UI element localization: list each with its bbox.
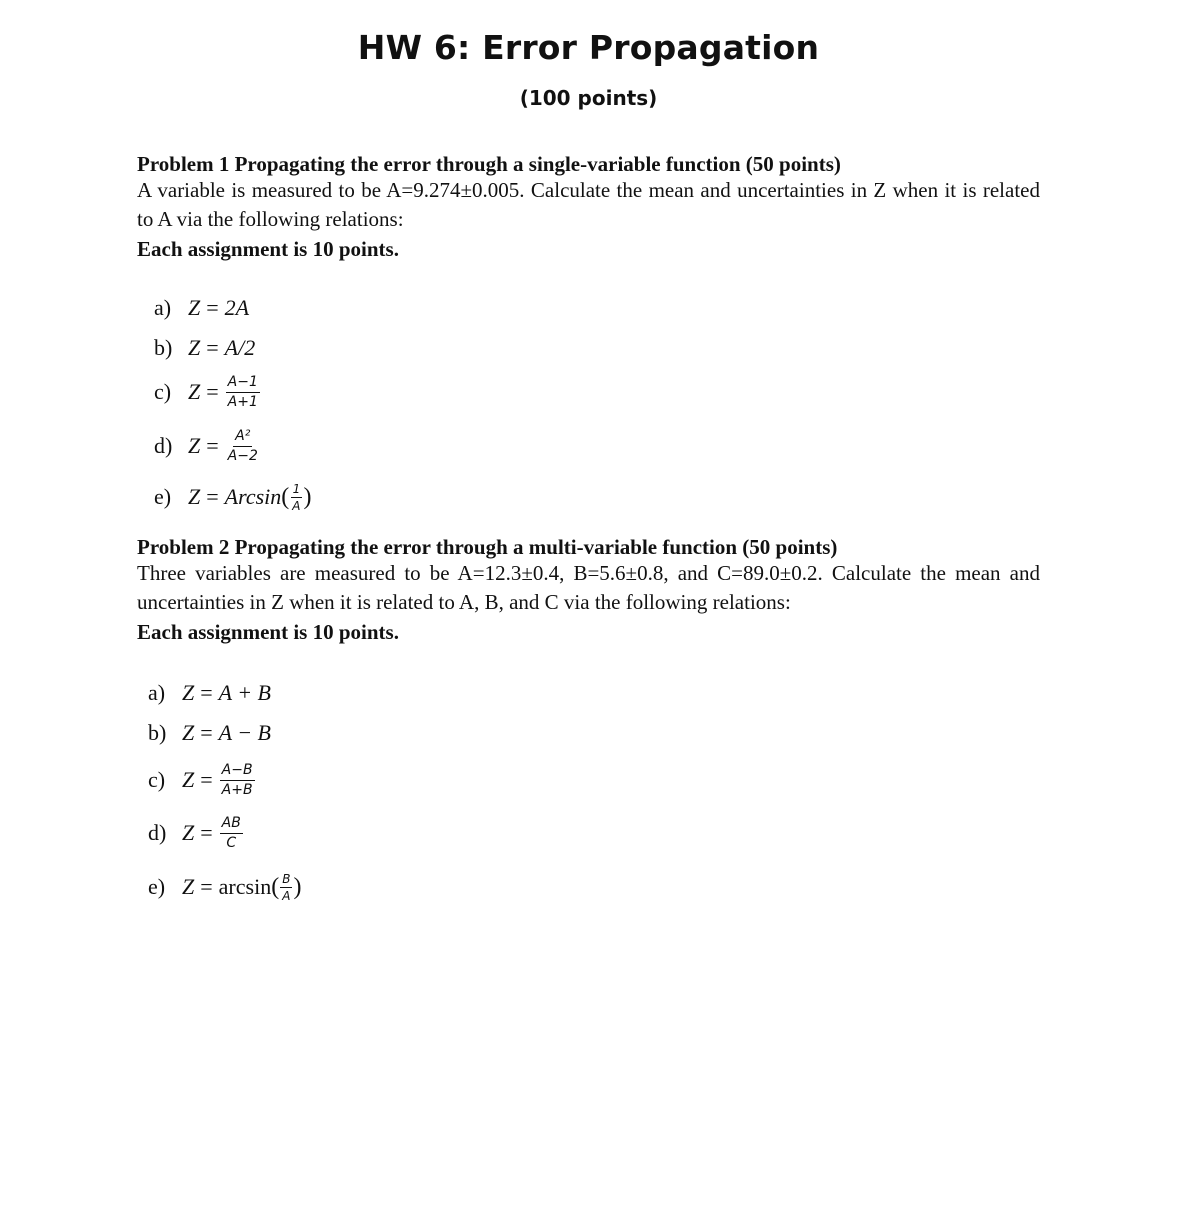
- equation-lhs: Z: [188, 379, 201, 404]
- equation-label: e): [148, 874, 166, 899]
- equation-label: e): [154, 484, 172, 509]
- p1-equation-b: [154, 328, 255, 368]
- page-subtitle: (100 points): [519, 86, 658, 110]
- equation-label: d): [154, 433, 173, 458]
- problem-2-body: Three variables are measured to be A=12.3±0.4, B=5.6±0.8, and C=89.0±0.2. Calculate the mean and uncertainties in Z when it is related to A, B, and C via the following relations:: [137, 561, 1040, 614]
- equation-label: a): [154, 295, 172, 320]
- equation-lhs: Z: [188, 335, 201, 360]
- p2-equation-c: [148, 760, 256, 800]
- fraction-denominator: A+B: [221, 781, 253, 798]
- problem-2-heading: Problem 2 Propagating the error through a multi-variable function (50 points): [137, 535, 838, 559]
- function-name: Arcsin: [224, 484, 282, 509]
- problem-1-note: Each assignment is 10 points.: [137, 237, 399, 261]
- p2-equation-b: [148, 713, 271, 753]
- equation-rhs: A + B: [218, 680, 271, 705]
- equals-sign: =: [206, 433, 219, 458]
- equals-sign: =: [200, 680, 213, 705]
- p1-equation-c: [154, 372, 261, 412]
- problem-2: [137, 535, 1040, 647]
- equation-lhs: Z: [182, 820, 195, 845]
- fraction: [220, 763, 255, 798]
- fraction-numerator: 1: [292, 481, 301, 496]
- p2-equation-a: [148, 673, 271, 713]
- equation-label: c): [148, 767, 166, 792]
- problem-1-heading: Problem 1 Propagating the error through a single-variable function (50 points): [137, 152, 841, 176]
- equation-lhs: Z: [182, 720, 195, 745]
- p1-equation-a: [154, 288, 249, 328]
- equation-lhs: Z: [182, 874, 195, 899]
- fraction-denominator: A: [292, 498, 301, 513]
- fraction-numerator: A−B: [220, 763, 255, 781]
- equation-label: b): [154, 335, 173, 360]
- function-name: arcsin: [218, 874, 272, 899]
- problem-2-note: Each assignment is 10 points.: [137, 620, 399, 644]
- p2-equation-e: [148, 867, 301, 907]
- equals-sign: =: [206, 295, 219, 320]
- equals-sign: =: [200, 820, 213, 845]
- fraction-denominator: A−2: [227, 447, 258, 464]
- equation-lhs: Z: [182, 767, 195, 792]
- open-paren: (: [281, 483, 290, 510]
- equation-label: a): [148, 680, 166, 705]
- equation-rhs: A/2: [224, 335, 256, 360]
- equation-lhs: Z: [188, 433, 201, 458]
- equation-label: c): [154, 379, 172, 404]
- p1-equation-d: [154, 426, 261, 466]
- fraction: [280, 873, 292, 902]
- fraction-denominator: A+1: [227, 393, 258, 410]
- close-paren: ): [293, 873, 302, 900]
- fraction-denominator: C: [226, 834, 237, 851]
- fraction: [220, 816, 243, 851]
- fraction-numerator: A²: [233, 429, 252, 447]
- equation-lhs: Z: [188, 484, 201, 509]
- fraction-numerator: AB: [220, 816, 243, 834]
- equals-sign: =: [200, 720, 213, 745]
- equals-sign: =: [200, 767, 213, 792]
- equation-rhs: 2A: [224, 295, 250, 320]
- equation-lhs: Z: [182, 680, 195, 705]
- fraction-denominator: A: [282, 888, 291, 903]
- fraction: [226, 429, 260, 464]
- page-title: HW 6: Error Propagation: [357, 28, 820, 67]
- equals-sign: =: [200, 874, 213, 899]
- problem-1: [137, 152, 1040, 264]
- problem-1-body: A variable is measured to be A=9.274±0.005. Calculate the mean and uncertainties in Z when it is related to A via the following relations:: [137, 178, 1040, 231]
- equation-lhs: Z: [188, 295, 201, 320]
- equals-sign: =: [206, 335, 219, 360]
- close-paren: ): [303, 483, 312, 510]
- p2-equation-d: [148, 813, 244, 853]
- equals-sign: =: [206, 484, 219, 509]
- equation-rhs: A − B: [218, 720, 271, 745]
- equation-label: d): [148, 820, 167, 845]
- fraction: [290, 483, 302, 512]
- equation-label: b): [148, 720, 167, 745]
- fraction-numerator: A−1: [226, 375, 260, 393]
- equals-sign: =: [206, 379, 219, 404]
- p1-equation-e: [154, 477, 312, 517]
- open-paren: (: [271, 873, 280, 900]
- fraction: [226, 375, 260, 410]
- fraction-numerator: B: [282, 871, 291, 886]
